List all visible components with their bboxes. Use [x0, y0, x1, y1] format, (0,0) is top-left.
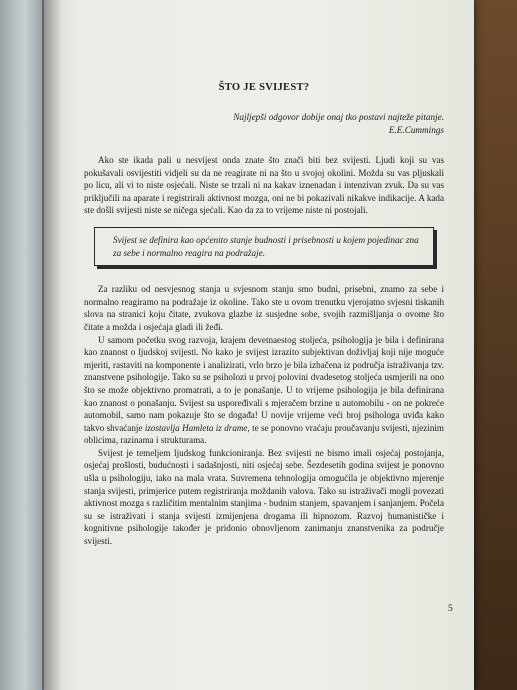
- paragraph-3: [84, 334, 444, 447]
- page-content: [84, 82, 444, 548]
- epigraph-author: E.E.Cummings: [388, 125, 444, 135]
- left-page-edge: [0, 0, 48, 690]
- paragraph-3-text-a: U samom početku svog razvoja, krajem devetnaestog stoljeća, psihologija je bila i definirana kao znanost o ljudskoj svijesti. No kako je svijest izrazito subjektivan doživljaj koji nije moguće mjeriti, rastaviti na komponente i analizirati, vrlo brzo je bila izbačena iz područja istraživanja tzv. znanstvene psihologije. Tako su se psiholozi u prvoj polovini dvadesetog stoljeća usmjerili na ono što se može objektivno promatrati, a to je ponašanje. U to vrijeme psihologija je bila definirana kao znanost o ponašanju. Svijest su uspoređivali s mjeračem brzine u automobilu - on ne pokreće automobil, samo nam pokazuje što se događa! U novije vrijeme veći broj psihologa uviđa kako takvo shvaćanje: [84, 334, 444, 433]
- book-page: [44, 0, 474, 690]
- page-number: 5: [448, 604, 453, 614]
- paragraph-3-italic-phrase: izostavlja Hamleta iz drame: [144, 422, 248, 433]
- epigraph: [84, 111, 444, 136]
- spine-shadow: [42, 0, 62, 690]
- paragraph-3-text-b: , te se ponovno vraćaju proučavanju svijesti, njezinim oblicima, razinama i strukturama.: [84, 422, 444, 446]
- epigraph-quote: Najljepši odgovor dobije onaj tko postavi najteže pitanje.: [233, 112, 444, 122]
- definition-box: Svijest se definira kao općenito stanje budnosti i prisebnosti u kojem pojedinac zna za sebe i normalno reagira na podražaje.: [94, 227, 434, 266]
- paragraph-1: Ako ste ikada pali u nesvijest onda znate što znači biti bez svijesti. Ljudi koji su vas pokušavali osvijestiti vidjeli su da ne reagirate ni na što u svojoj okolini. Možda su vas pljuskali po licu, ali vi to niste osjećali. Niste se trzali ni na kakav iznenadan i intenzivan zvuk. Da su vas priključili na aparate i registrirali aktivnost mozga, oni ne bi pokazivali nikakve indikacije. A kada ste došli svijesti niste se ničega sjećali. Kao da za to vrijeme niste ni postojali.: [84, 155, 444, 216]
- paragraph-4: Svijest je temeljem ljudskog funkcioniranja. Bez svijesti ne bismo imali osjećaj postojanja, osjećaj prošlosti, budućnosti i sadašnjosti, niti osjećaj sebe. Šezdesetih godina svijest je ponovno ušla u psihologiju, iako na mala vrata. Suvremena tehnologija omogućila je objektivno mjerenje stanja svijesti, primjerice putem registriranja moždanih valova. Tako su istraživači mogli povezati aktivnost mozga s različitim mentalnim stanjima - budnim stanjem, spavanjem i sanjanjem. Počela su se istraživati i stanja svijesti izmijenjena drogama ili hipnozom. Razvoj humanističke i kognitivne psihologije također je pridonio obnovljenom zanimanju znanstvenika za područje svijesti.: [84, 447, 444, 547]
- chapter-title: ŠTO JE SVIJEST?: [218, 82, 310, 93]
- paragraph-2: Za razliku od nesvjesnog stanja u svjesnom stanju smo budni, prisebni, znamo za sebe i normalno reagiramo na podražaje iz okoline. Tako ste u ovom trenutku vjerojatno svjesni tiskanih slova na stranici koju čitate, zvukova glazbe iz susjedne sobe, svojih razmišljanja o ovome što čitate a možda i osjećaja gladi ili žeđi.: [84, 284, 444, 332]
